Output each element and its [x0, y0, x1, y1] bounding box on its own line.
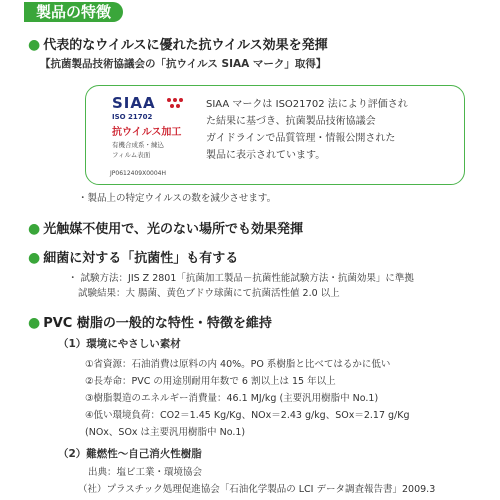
section-heading-antivirus: [28, 37, 328, 54]
heading-text: 光触媒不使用で、光のない場所でも効果発揮: [43, 222, 303, 237]
heading-text: 代表的なウイルスに優れた抗ウイルス効果を発揮: [43, 38, 328, 53]
siaa-logo: [110, 94, 190, 178]
siaa-desc-line: 製品に表示されています。: [206, 150, 326, 161]
source-line: 出典：塩ビ工業・環境協会: [88, 467, 203, 478]
test-method: ・ 試験方法：JIS Z 2801「抗菌加工製品－抗菌性能試験方法・抗菌効果」に準拠: [68, 273, 414, 284]
section-heading-no-photocatalyst: [28, 221, 303, 238]
siaa-description: [206, 96, 408, 164]
test-result: 試験結果：大 腸菌、黄色ブドウ球菌にて抗菌活性値 2.0 以上: [78, 288, 340, 299]
siaa-iso-text: ISO 21702: [112, 113, 153, 121]
bullet-icon: ●: [28, 250, 41, 266]
source-line: （社）プラスチック処理促進協会「石油化学製品の LCI データ調査報告書」2009.3: [78, 484, 436, 495]
siaa-subheading: 【抗菌製品技術協議会の「抗ウイルス SIAA マーク」取得】: [40, 58, 327, 70]
subheading-flame-retardant: （2）難燃性～自己消火性樹脂: [58, 448, 202, 460]
siaa-kako-text: 抗ウイルス加工: [112, 127, 182, 138]
subheading-eco-material: （1）環境にやさしい素材: [58, 338, 181, 350]
bullet-icon: ●: [28, 37, 41, 53]
virus-note: ・製品上の特定ウイルスの数を減少させます。: [78, 193, 277, 204]
bullet-icon: ●: [28, 315, 41, 331]
section-heading-pvc: [28, 315, 272, 332]
bullet-icon: ●: [28, 221, 41, 237]
siaa-mark-icon: [166, 97, 184, 109]
siaa-registration-code: JP0612409X0004H: [110, 170, 167, 177]
eco-item-note: (NOx、SOx は主要汎用樹脂中 No.1): [85, 427, 246, 438]
heading-text: 細菌に対する「抗菌性」も有する: [43, 251, 239, 266]
siaa-material-line1: 有機合成系・練込: [112, 141, 164, 149]
eco-item: ③樹脂製造のエネルギー消費量：46.1 MJ/kg (主要汎用樹脂中 No.1): [85, 393, 379, 404]
siaa-desc-line: ガイドラインで品質管理・情報公開された: [206, 133, 396, 144]
eco-item: ②長寿命：PVC の用途別耐用年数で 6 割以上は 15 年以上: [85, 376, 336, 387]
section-heading-antibacterial: [28, 250, 238, 267]
eco-item: ①省資源：石油消費は原料の内 40%。PO 系樹脂と比べてはるかに低い: [85, 359, 391, 370]
siaa-logo-text: SIAA: [112, 94, 156, 112]
page-title: 製品の特徴: [24, 2, 123, 22]
siaa-material-line2: フィルム表面: [112, 151, 151, 159]
heading-text: PVC 樹脂の一般的な特性・特徴を維持: [43, 316, 272, 331]
siaa-desc-line: た結果に基づき、抗菌製品技術協議会: [206, 116, 376, 127]
siaa-desc-line: SIAA マークは ISO21702 法により評価され: [206, 99, 408, 110]
eco-item: ④低い環境負荷：CO2＝1.45 Kg/Kg、NOx＝2.43 g/kg、SOx＝2.17 g/Kg: [85, 410, 410, 421]
